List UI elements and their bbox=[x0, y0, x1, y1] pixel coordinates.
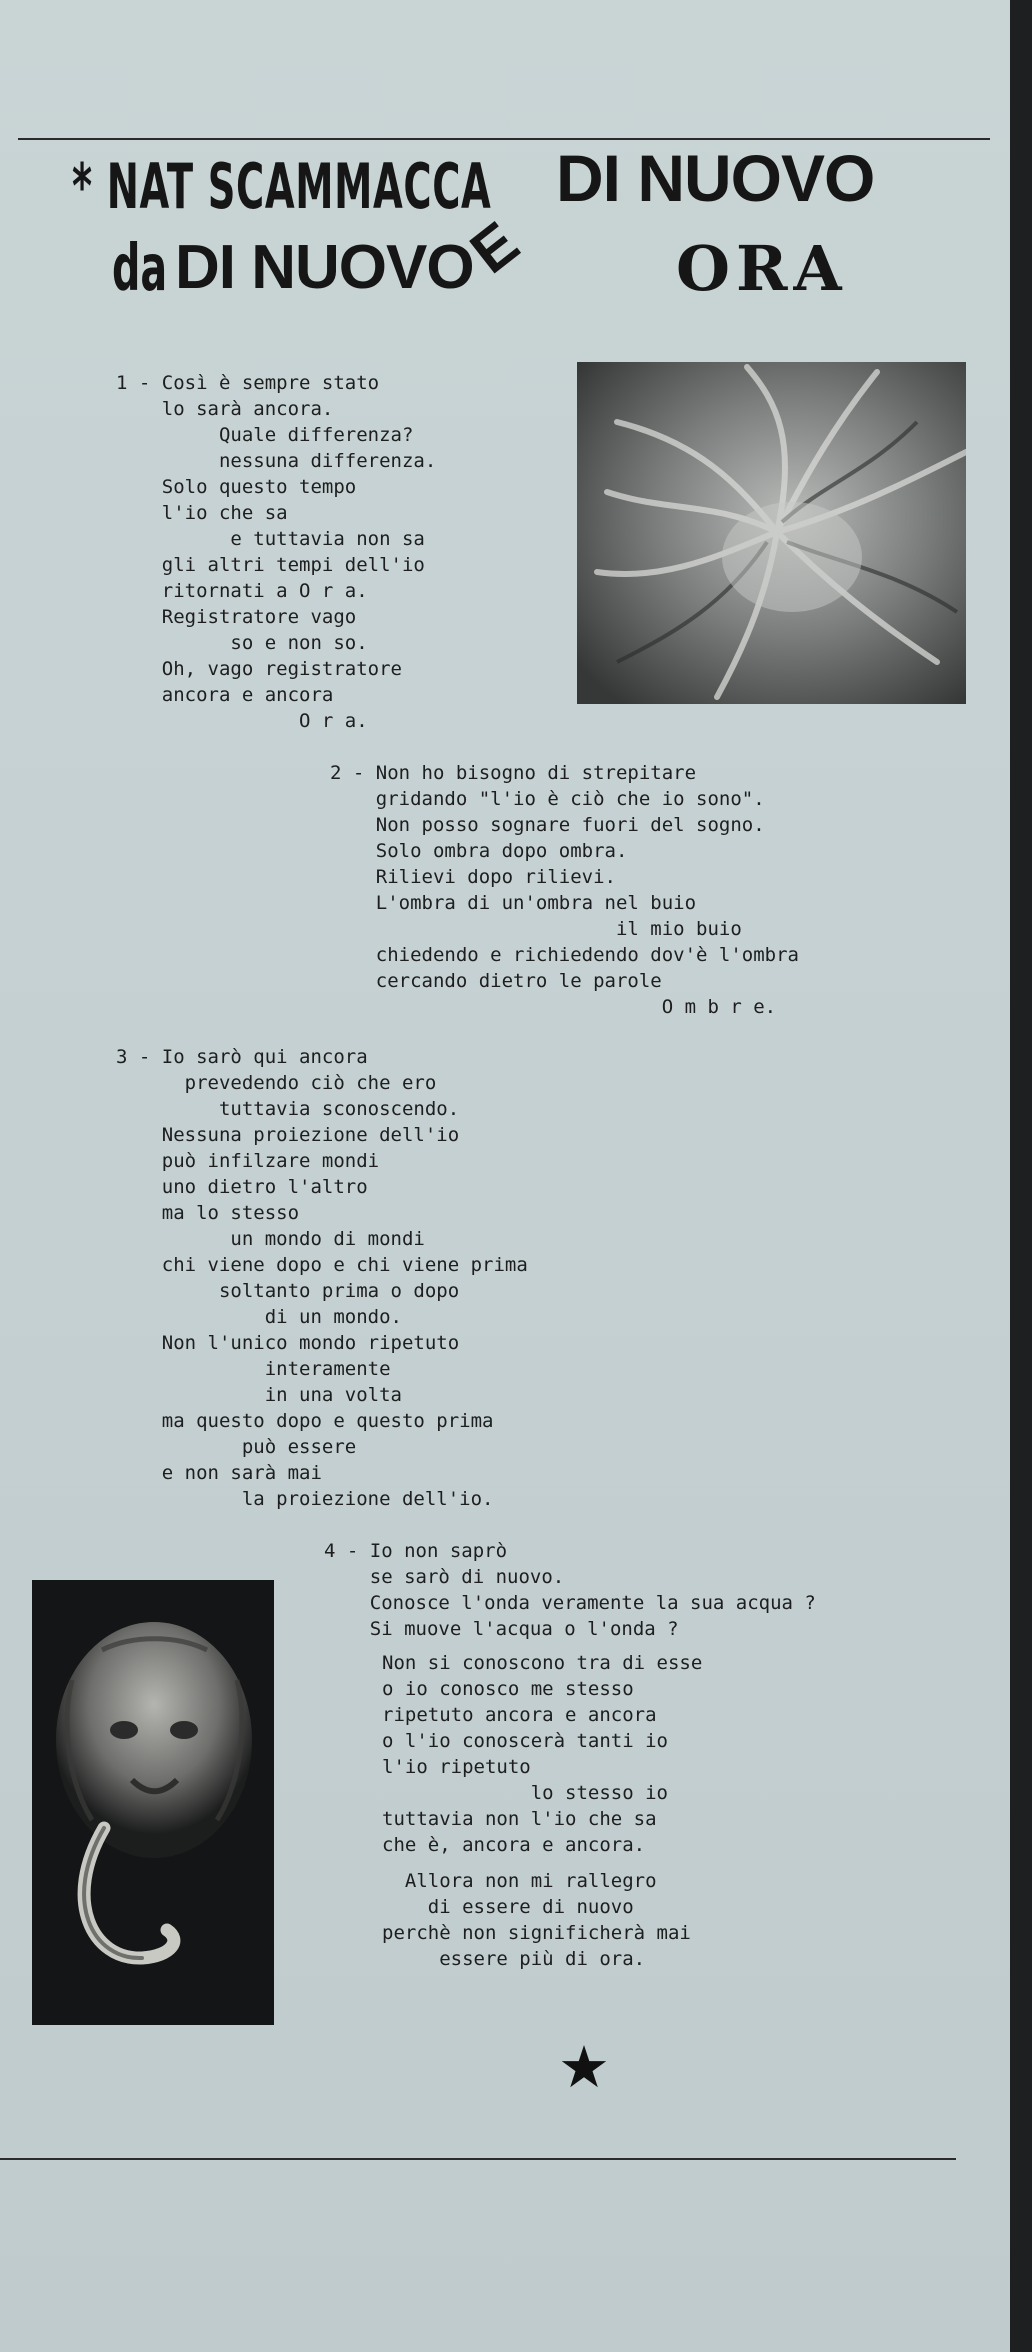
poem-part-4-intro: 4 - Io non saprò se sarò di nuovo. Conosce l'onda veramente la sua acqua ? Si muove l'acqua o l'onda ? bbox=[324, 1540, 816, 1640]
poem-part-1: 1 - Così è sempre stato lo sarà ancora. Quale differenza? nessuna differenza. Solo questo tempo l'io che sa e tuttavia non sa gli altri tempi dell'io ritornati a O r a. Registratore vago so e non so. Oh, vago registratore ancora e ancora O r a. bbox=[116, 372, 437, 732]
title-da: da bbox=[112, 232, 168, 306]
poem-part-4-middle: Non si conoscono tra di esse o io conosco me stesso ripetuto ancora e ancora o l'io conoscerà tanti io l'io ripetuto lo stesso io tuttavia non l'io che sa che è, ancora e ancora. bbox=[382, 1652, 703, 1856]
poem-part-4-closing: Allora non mi rallegro di essere di nuovo perchè non significherà mai essere più di ora. bbox=[382, 1870, 691, 1970]
lion-knocker-graphic bbox=[32, 1580, 274, 2025]
title-first-book: DI NUOVO bbox=[175, 233, 474, 302]
poem-part-2: 2 - Non ho bisogno di strepitare gridando "l'io è ciò che io sono". Non posso sognare fuori del sogno. Solo ombra dopo ombra. Rilievi dopo rilievi. L'ombra di un'ombra nel buio il mio buio chiedendo e richiedendo dov'è l'ombra cercando dietro le parole O m b r e. bbox=[330, 762, 799, 1018]
photo-plant bbox=[577, 362, 966, 704]
poem-part-3: 3 - Io sarò qui ancora prevedendo ciò che ero tuttavia sconoscendo. Nessuna proiezione dell'io può infilzare mondi uno dietro l'altro ma lo stesso un mondo di mondi chi viene dopo e chi viene prima soltanto prima o dopo di un mondo. Non l'unico mondo ripetuto interamente in una volta ma questo dopo e questo prima può essere e non sarà mai la proiezione dell'io. bbox=[116, 1046, 528, 1510]
star-ornament: ★ bbox=[558, 2033, 610, 2101]
author-title: * NAT SCAMMACCA bbox=[72, 150, 492, 223]
title-ora: ORA bbox=[676, 232, 848, 305]
photo-lion-knocker bbox=[32, 1580, 274, 2025]
title-conjunction: E bbox=[458, 208, 531, 287]
plant-photo-graphic bbox=[577, 362, 966, 704]
bottom-rule bbox=[0, 2158, 956, 2160]
title-second-book: DI NUOVO bbox=[556, 141, 875, 215]
